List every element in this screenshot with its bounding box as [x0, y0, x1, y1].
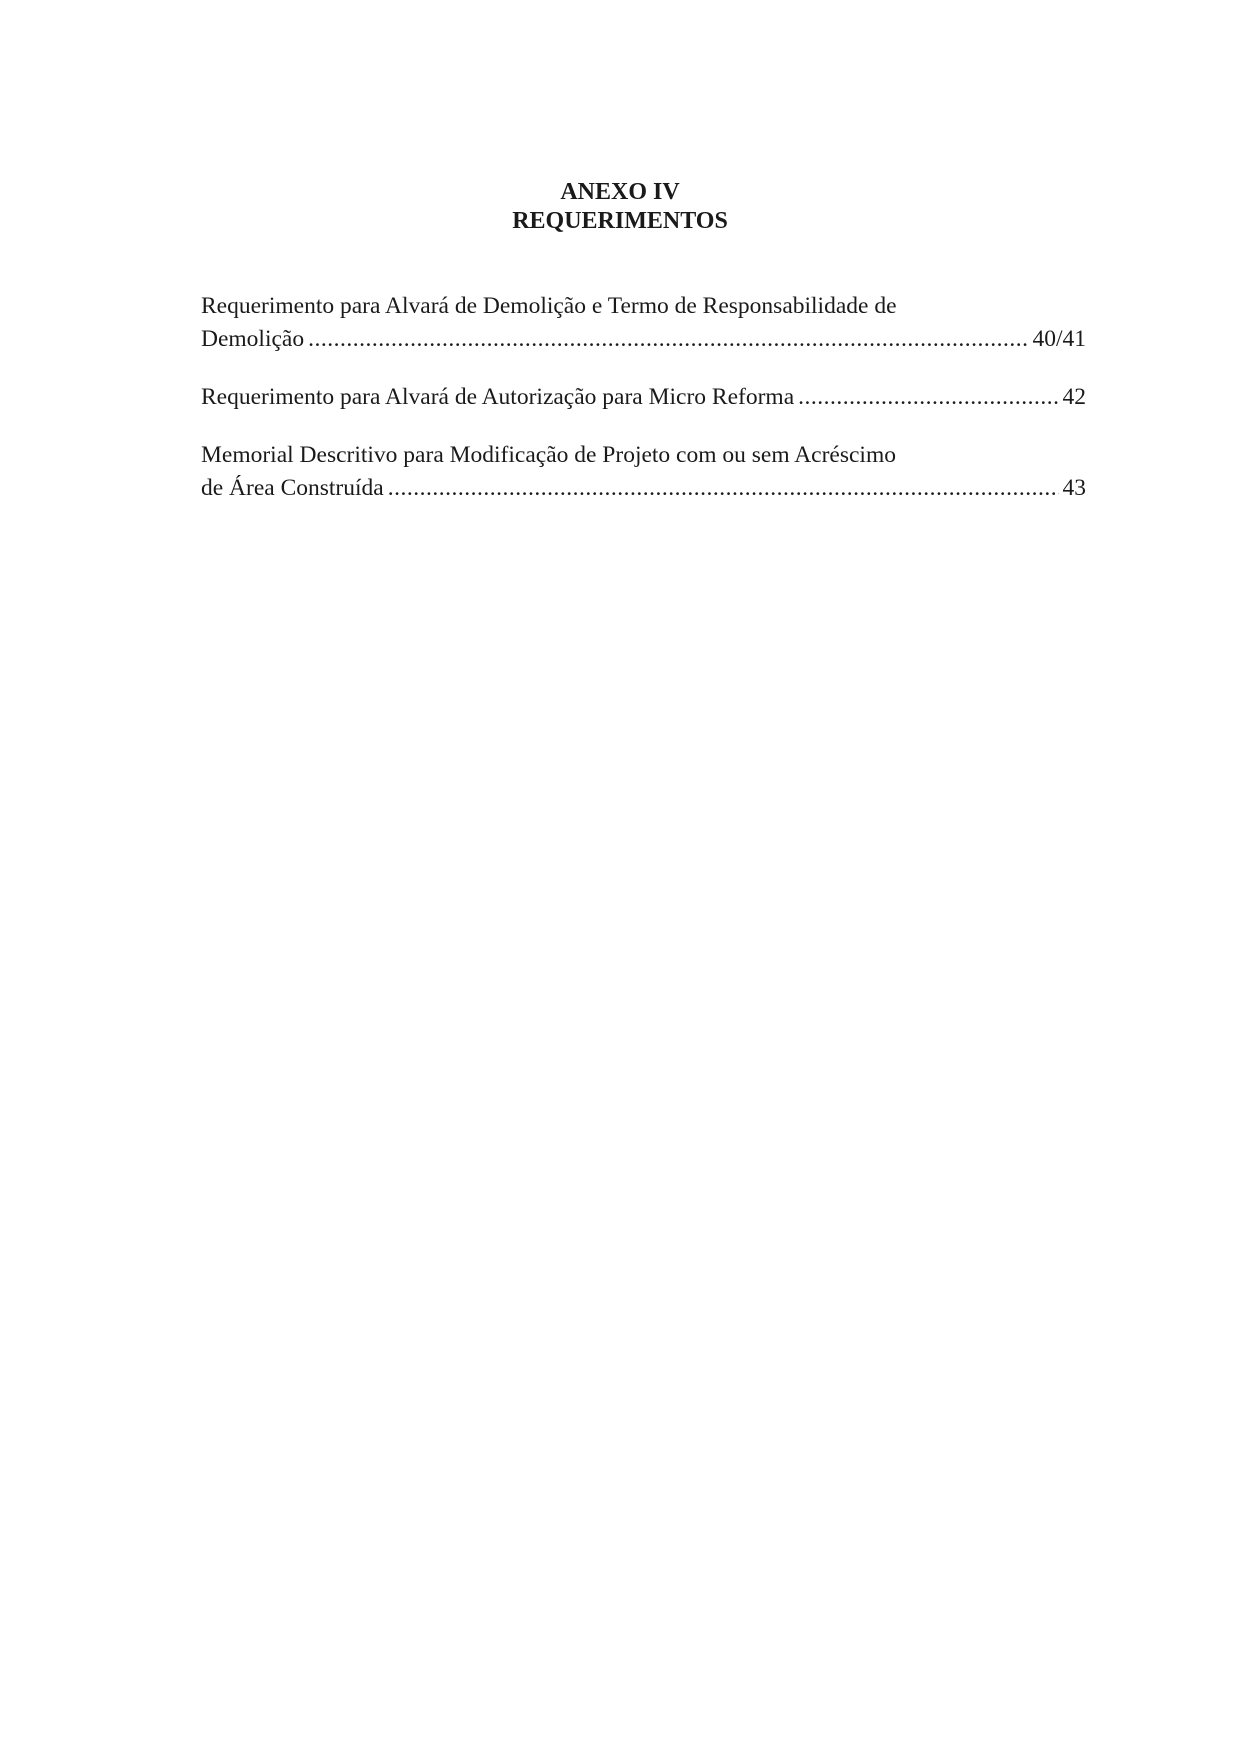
- annex-heading: [0, 178, 1240, 236]
- toc-entry-title-end: de Área Construída: [201, 475, 384, 501]
- toc-entry-leader-line: [201, 381, 1086, 414]
- toc-entry-memorial: [201, 439, 1086, 505]
- toc-page-number: 43: [1062, 475, 1086, 501]
- toc-entry-demolicao: [201, 290, 1086, 356]
- toc-entry-title-line: Requerimento para Alvará de Demolição e Termo de Responsabilidade de: [201, 293, 897, 319]
- toc-entry-leader-line: [201, 323, 1086, 356]
- toc-entry-title: Requerimento para Alvará de Autorização para Micro Reforma: [201, 384, 795, 410]
- toc-page-number: 42: [1062, 384, 1086, 410]
- toc-entry-micro-reforma: [201, 381, 1086, 414]
- table-of-contents: [201, 290, 1086, 530]
- toc-entry-title-end: Demolição: [201, 326, 305, 352]
- dot-leader: [798, 381, 1058, 414]
- toc-entry-title-line: Memorial Descritivo para Modificação de Projeto com ou sem Acréscimo: [201, 442, 896, 468]
- dot-leader: [388, 472, 1059, 505]
- annex-title: ANEXO IV: [560, 179, 680, 205]
- toc-entry-leader-line: [201, 472, 1086, 505]
- toc-page-number: 40/41: [1032, 326, 1086, 352]
- annex-subtitle: REQUERIMENTOS: [512, 208, 728, 234]
- dot-leader: [308, 323, 1028, 356]
